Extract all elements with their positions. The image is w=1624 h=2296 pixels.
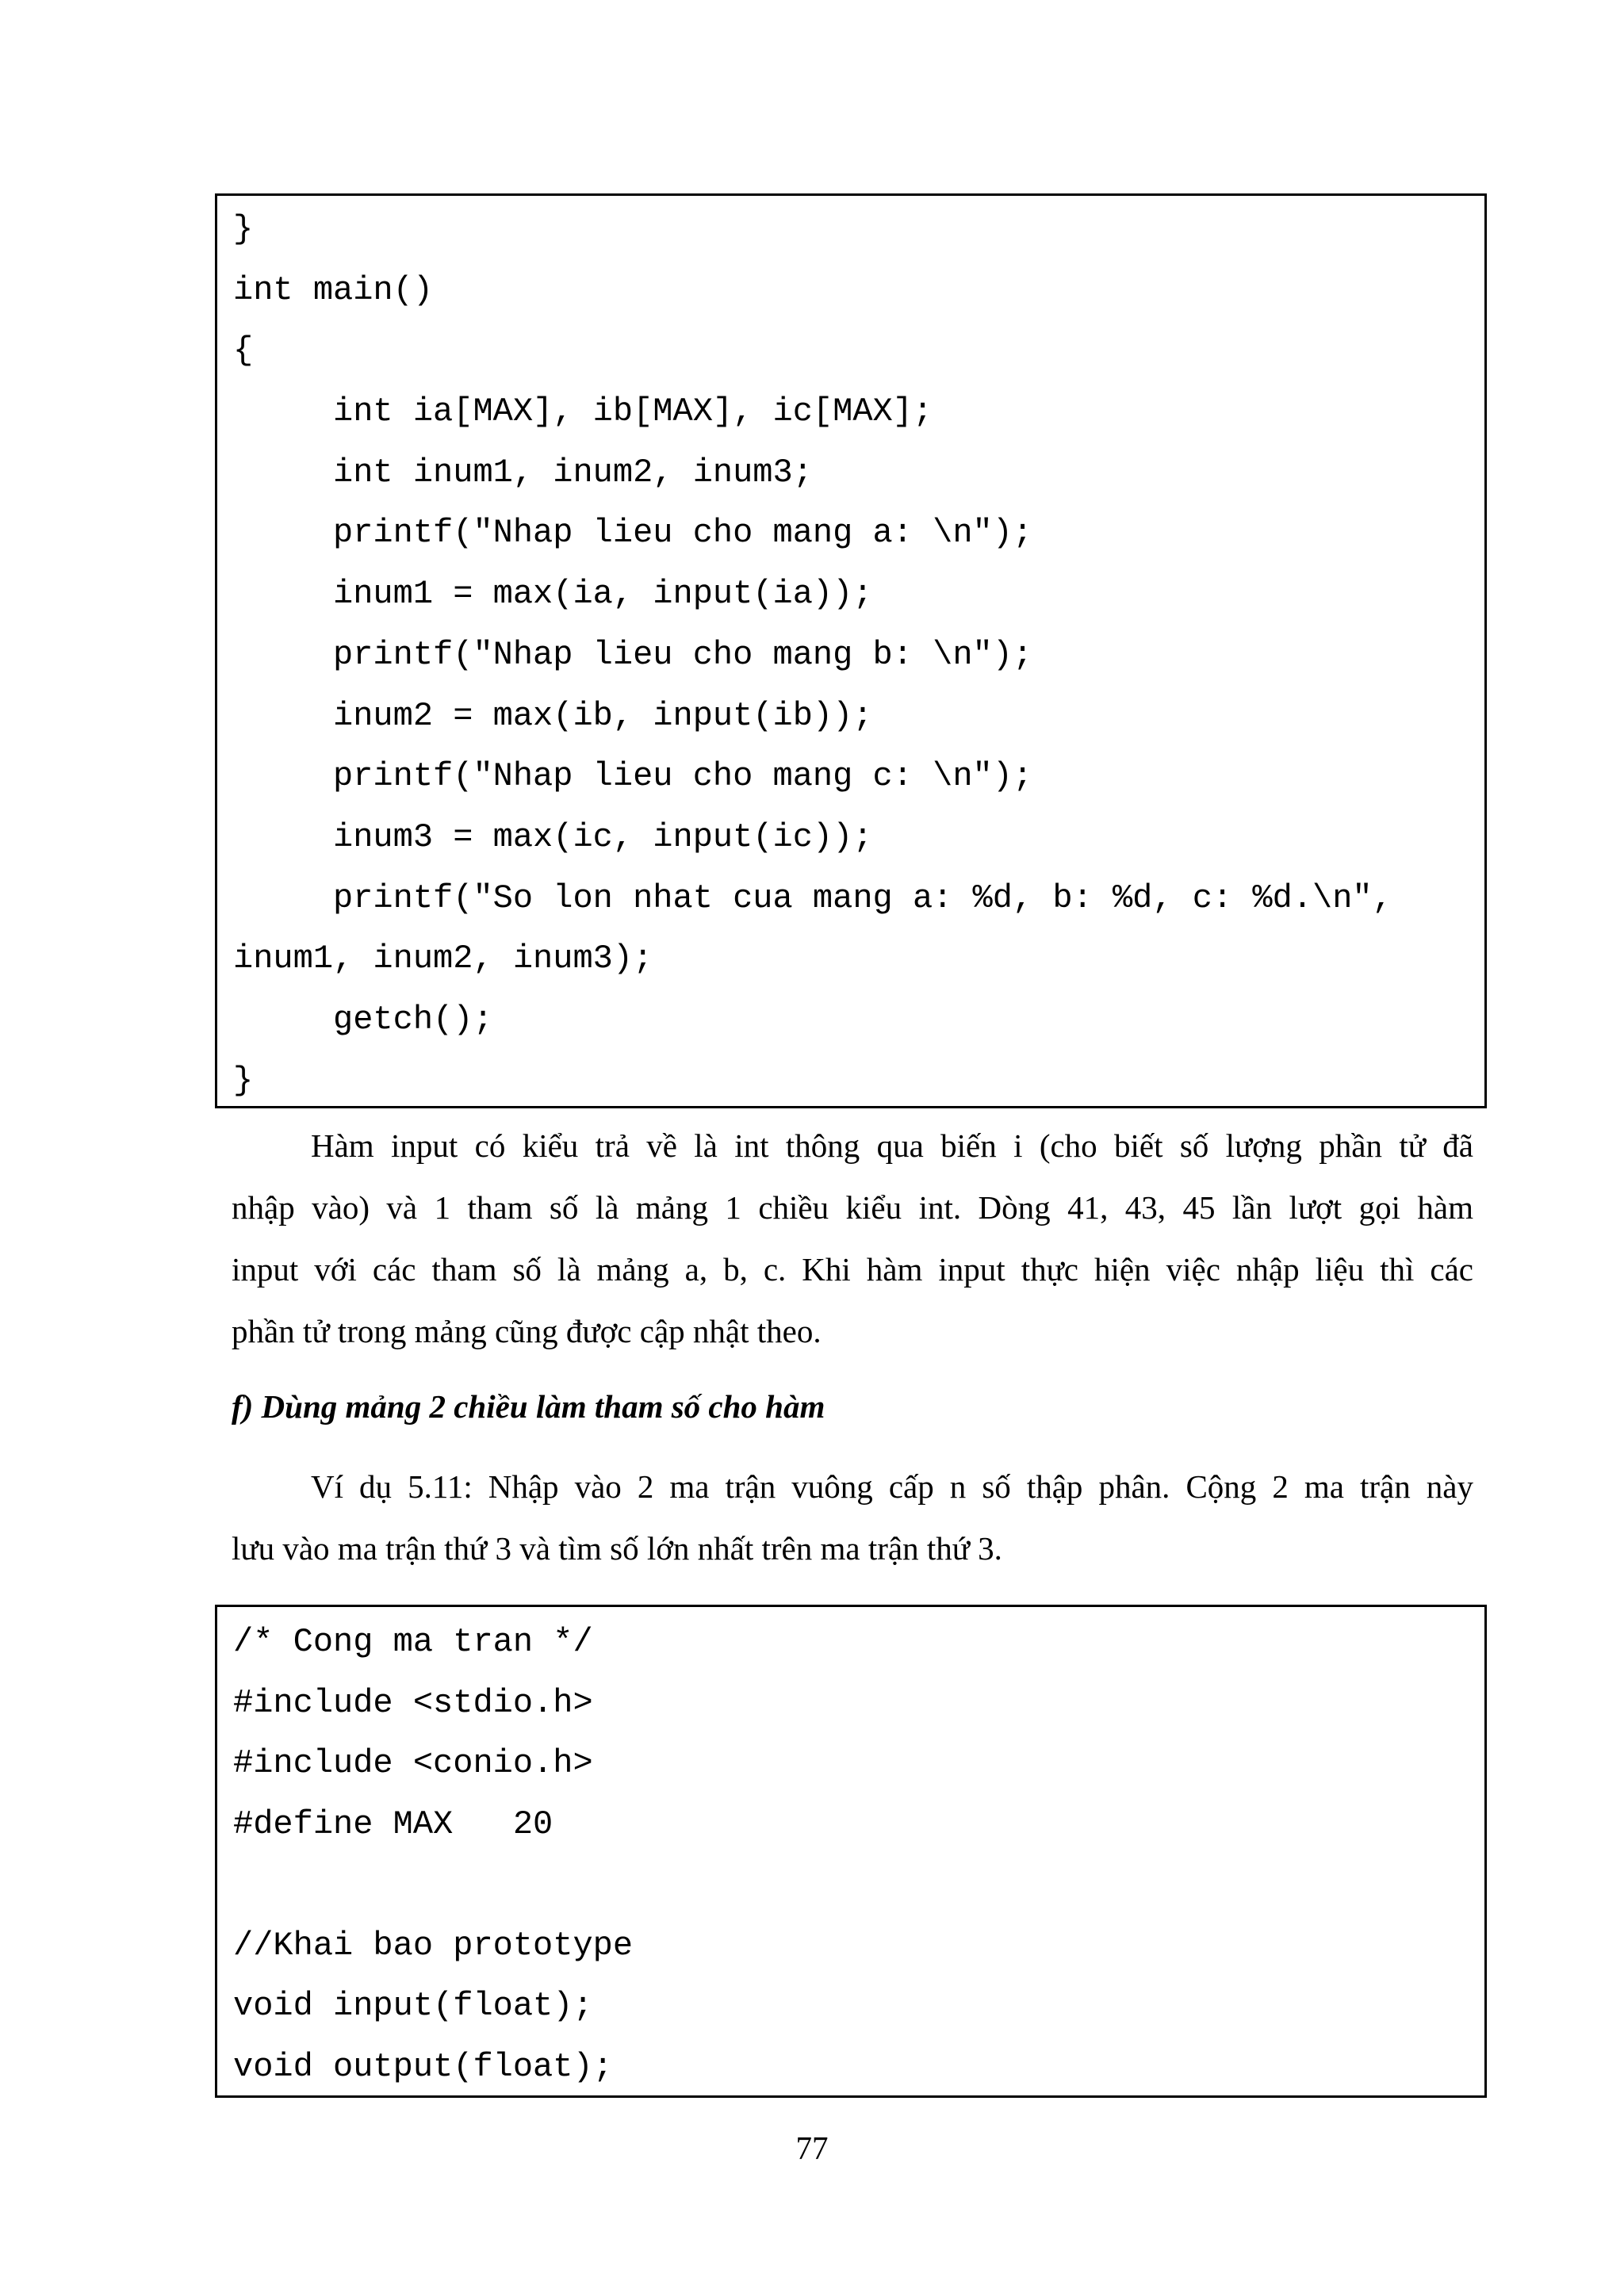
explanation-paragraph bbox=[232, 1115, 1473, 1362]
paragraph-line: lưu vào ma trận thứ 3 và tìm số lớn nhất trên ma trận thứ 3. bbox=[232, 1530, 1002, 1567]
code-line: getch(); bbox=[233, 1000, 493, 1039]
page-number: 77 bbox=[795, 2130, 829, 2166]
paragraph-line: Hàm input có kiểu trả về là int thông qua biến i (cho biết số lượng phần tử đã bbox=[311, 1127, 1473, 1164]
code-line: printf("Nhap lieu cho mang a: \n"); bbox=[233, 514, 1033, 553]
code-line: void output(float); bbox=[233, 2047, 613, 2086]
code-line: } bbox=[233, 1061, 254, 1100]
code-line: printf("Nhap lieu cho mang c: \n"); bbox=[233, 757, 1033, 796]
code-line: printf("Nhap lieu cho mang b: \n"); bbox=[233, 635, 1033, 674]
code-block-main-function bbox=[215, 193, 1487, 1108]
code-line: int ia[MAX], ib[MAX], ic[MAX]; bbox=[233, 392, 933, 431]
example-paragraph bbox=[232, 1456, 1473, 1579]
code-line: inum3 = max(ic, input(ic)); bbox=[233, 817, 873, 856]
code-line: printf("So lon nhat cua mang a: %d, b: %d, c: %d.\n", bbox=[233, 878, 1392, 917]
code-line: inum2 = max(ib, input(ib)); bbox=[233, 696, 873, 735]
code-line: inum1, inum2, inum3); bbox=[233, 939, 653, 978]
code-line bbox=[217, 1854, 1484, 1915]
paragraph-line: phần tử trong mảng cũng được cập nhật theo. bbox=[232, 1313, 822, 1349]
paragraph-line: Ví dụ 5.11: Nhập vào 2 ma trận vuông cấp n số thập phân. Cộng 2 ma trận này bbox=[311, 1468, 1473, 1505]
code-line: inum1 = max(ia, input(ia)); bbox=[233, 575, 873, 614]
code-line: /* Cong ma tran */ bbox=[233, 1623, 593, 1661]
code-line: #define MAX 20 bbox=[233, 1804, 553, 1843]
paragraph-line: nhập vào) và 1 tham số là mảng 1 chiều kiểu int. Dòng 41, 43, 45 lần lượt gọi hàm bbox=[232, 1189, 1473, 1226]
paragraph-line: input với các tham số là mảng a, b, c. Khi hàm input thực hiện việc nhập liệu thì các bbox=[232, 1251, 1473, 1288]
code-line: int inum1, inum2, inum3; bbox=[233, 453, 813, 492]
code-line: //Khai bao prototype bbox=[233, 1926, 634, 1965]
code-block-matrix-program bbox=[215, 1605, 1487, 2098]
code-line: { bbox=[233, 331, 254, 370]
section-heading: f) Dùng mảng 2 chiều làm tham số cho hàm bbox=[232, 1388, 825, 1425]
code-line: #include <conio.h> bbox=[233, 1744, 593, 1782]
code-line: } bbox=[233, 210, 254, 248]
code-line: #include <stdio.h> bbox=[233, 1683, 593, 1722]
code-line: int main() bbox=[233, 270, 434, 309]
code-line: void input(float); bbox=[233, 1987, 593, 2025]
